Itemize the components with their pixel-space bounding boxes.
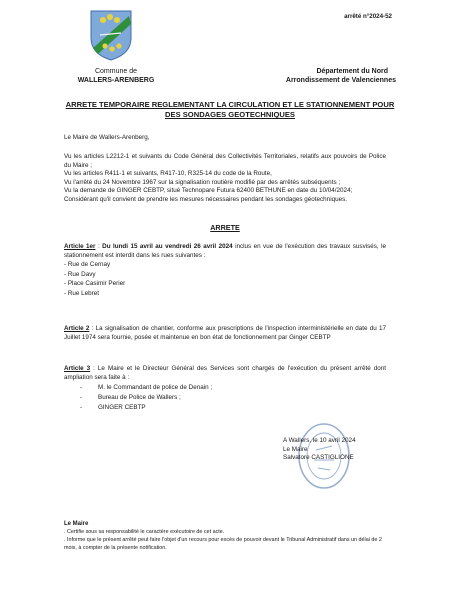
recipient-text: GINGER CEBTP (98, 404, 146, 412)
signature-name: Salvatore CASTIGLIONE (283, 454, 354, 462)
considerations-block (64, 153, 386, 205)
signature-place-date: A Wallers, le 10 avril 2024 (283, 437, 356, 444)
department-name: Département du Nord (316, 68, 388, 75)
recipient-text: M. le Commandant de police de Denain ; (98, 384, 213, 392)
bullet-dash: - (80, 384, 83, 392)
consideration-line: Vu les articles R411-1 et suivants, R417-10, R325-14 du code de la Route, (64, 170, 272, 178)
signature-block (283, 437, 356, 463)
article-3 (64, 365, 386, 413)
recipient-text: Bureau de Police de Wallers ; (98, 394, 181, 402)
arrondissement-name: Arrondissement de Valenciennes (285, 77, 396, 84)
footer-notice (64, 520, 394, 552)
commune-label: Commune de (94, 68, 138, 75)
footer-heading: Le Maire (64, 521, 89, 527)
signature-role: Le Maire (283, 445, 308, 453)
consideration-line: Considérant qu'il convient de prendre les mesures nécessaires pendant les sondages géotechniques. (64, 195, 347, 203)
consideration-line: Vu la demande de GINGER CEBTP, situé Technopare Futura 62400 BETHUNE en date du 10/04/2024; (64, 187, 353, 195)
article-1-label: Article 1er (64, 243, 96, 250)
recipient-item (64, 394, 386, 403)
coat-of-arms-graphic (88, 8, 134, 62)
article-2 (64, 325, 386, 342)
article-1-paragraph: Article 1er : Du lundi 15 avril au vendredi 26 avril 2024 inclus en vue de l'exécution des travaux susvisés, le stationnement est interdit dans les rues suivantes : (64, 243, 386, 259)
article-3-label: Article 3 (64, 365, 91, 372)
coat-of-arms-logo (88, 8, 134, 62)
article-1 (64, 243, 386, 299)
commune-name: WALLERS-ARENBERG (77, 77, 155, 84)
article-1-text: inclus en vue de l'exécution des travaux susvisés, le stationnement est interdit dans les rues suivantes : (64, 243, 386, 259)
article-2-paragraph (64, 325, 386, 342)
recipient-item (64, 384, 386, 393)
footer-line: . Informe que le présent arrêté peut faire l'objet d'un recours pour excès de pouvoir devant le Tribunal Administratif dans un délai de 2 mois, à compter de la présente notification. (64, 537, 382, 551)
article-2-label: Article 2 (64, 325, 90, 332)
street-item: - Rue Lebret (64, 289, 100, 297)
decree-reference: arrêté n°2024-52 (344, 13, 392, 20)
article-3-paragraph (64, 365, 386, 382)
article-2-text: : La signalisation de chantier, conforme aux prescriptions de l'inspection interministérielle en date du 17 Juillet 1974 sera fournie, posée et maintenue en bon état de fonctionnement par Ginger CEBTP (64, 325, 386, 341)
article-1-dates: Du lundi 15 avril au vendredi 26 avril 2024 (102, 243, 233, 250)
article-3-text: : Le Maire et le Directeur Général des Services sont chargés de l'exécution du présent arrêté dont ampliation sera faite à : (64, 365, 386, 381)
recipient-item (64, 404, 386, 413)
footer-line: . Certifie sous sa responsabilité le caractère exécutoire de cet acte. (64, 529, 225, 535)
decree-title: ARRETE TEMPORAIRE REGLEMENTANT LA CIRCULATION ET LE STATIONNEMENT POUR DES SONDAGES GEOTECHNIQUES (65, 100, 395, 119)
bullet-dash: - (80, 404, 83, 412)
street-item: - Place Casimir Perier (64, 280, 126, 288)
recipient-list (64, 384, 386, 413)
bullet-dash: - (80, 394, 83, 402)
consideration-line: Vu l'arrêté du 24 Novembre 1967 sur la signalisation routière modifié par des arrêtés subséquents ; (64, 178, 341, 186)
consideration-line: Vu les articles L2212-1 et suivants du Code Général des Collectivités Territoriales, relatifs aux pouvoirs de Police du Maire ; (64, 153, 386, 169)
street-list (64, 261, 386, 298)
street-item: - Rue Davy (64, 270, 96, 278)
arrete-heading: ARRETE (210, 223, 240, 232)
mayor-intro: Le Maire de Wallers-Arenberg, (64, 134, 150, 141)
street-item: - Rue de Cernay (64, 261, 111, 269)
